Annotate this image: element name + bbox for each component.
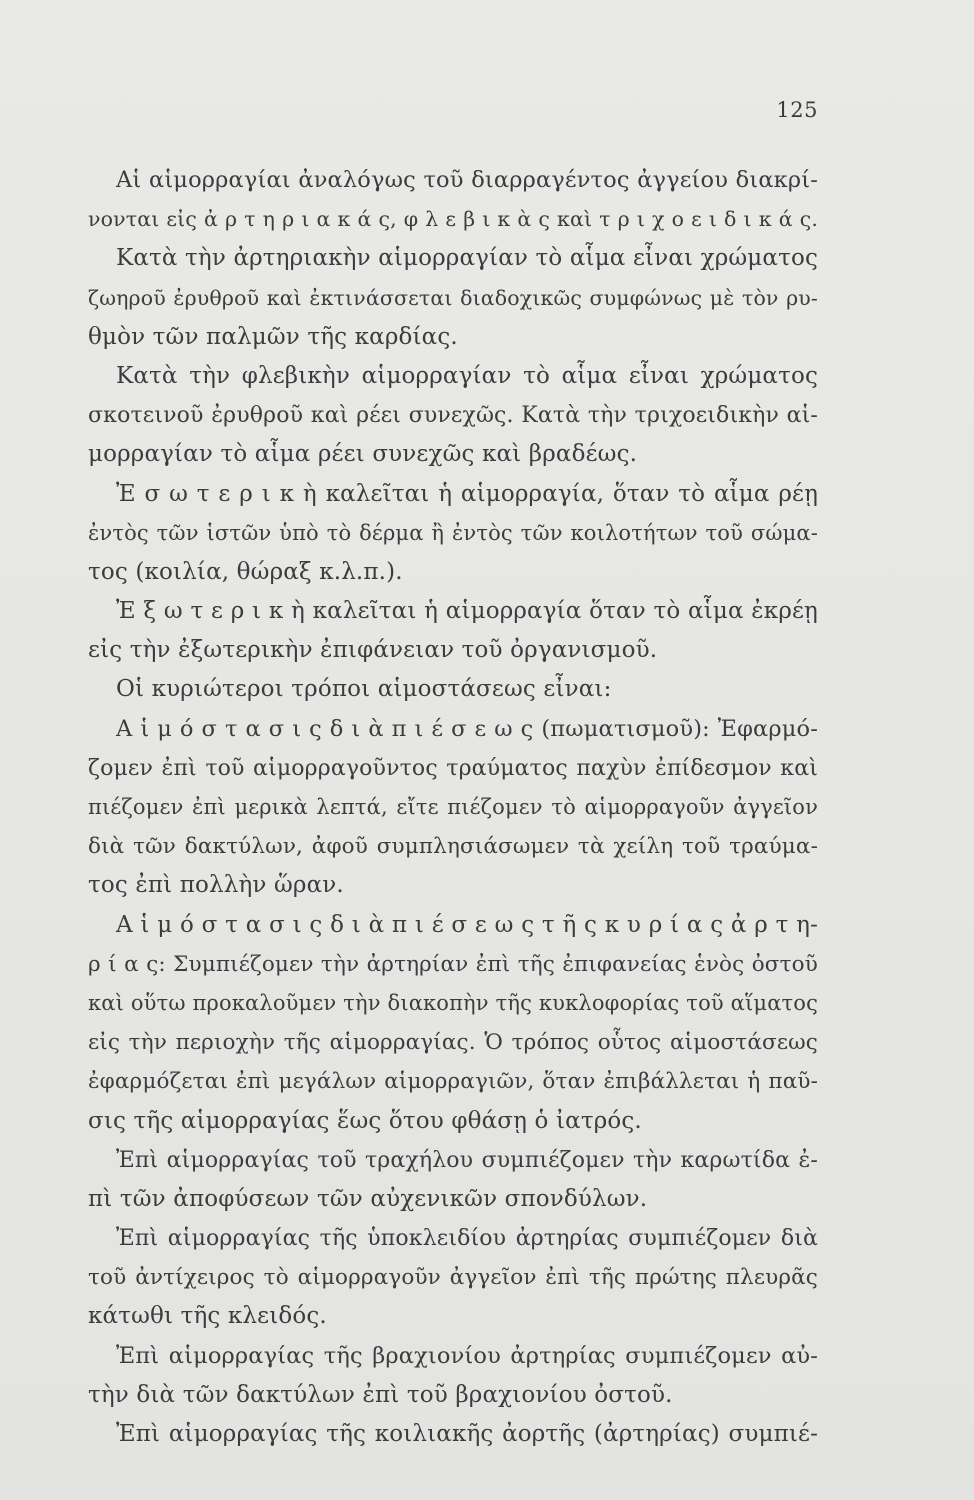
- text-line: κάτωθι τῆς κλειδός.: [88, 1303, 327, 1330]
- text-line: Αἱ αἱμορραγίαι ἀναλόγως τοῦ διαρραγέντος ἀγγείου διακρί-: [116, 167, 818, 193]
- body-text: [88, 161, 818, 1454]
- text-line: εἰς τὴν ἐξωτερικὴν ἐπιφάνειαν τοῦ ὀργανισμοῦ.: [88, 637, 658, 664]
- page-number: 125: [776, 98, 818, 122]
- text-line: ἐντὸς τῶν ἱστῶν ὑπὸ τὸ δέρμα ἢ ἐντὸς τῶν κοιλοτήτων τοῦ σώμα-: [88, 520, 818, 545]
- text-line: Ἐ ξ ω τ ε ρ ι κ ὴ καλεῖται ἡ αἱμορραγία ὅταν τὸ αἷμα ἐκρέῃ: [116, 598, 818, 625]
- text-line: Κατὰ τὴν φλεβικὴν αἱμορραγίαν τὸ αἷμα εἶναι χρώματος: [116, 362, 818, 389]
- text-line: ζομεν ἐπὶ τοῦ αἱμορραγοῦντος τραύματος παχὺν ἐπίδεσμον καὶ: [88, 755, 818, 781]
- text-line: Α ἱ μ ό σ τ α σ ι ς δ ι ὰ π ι έ σ ε ω ς τ ῆ ς κ υ ρ ί α ς ἀ ρ τ η-: [116, 911, 818, 938]
- text-line: πιέζομεν ἐπὶ μερικὰ λεπτά, εἴτε πιέζομεν τὸ αἱμορραγοῦν ἀγγεῖον: [88, 795, 818, 819]
- text-line: εἰς τὴν περιοχὴν τῆς αἱμορραγίας. Ὁ τρόπος οὗτος αἱμοστάσεως: [88, 1030, 818, 1056]
- text-line: Ἐπὶ αἱμορραγίας τοῦ τραχήλου συμπιέζομεν τὴν καρωτίδα ἐ-: [116, 1147, 818, 1173]
- text-line: Ἐπὶ αἱμορραγίας τῆς βραχιονίου ἀρτηρίας συμπιέζομεν αὐ-: [116, 1342, 818, 1369]
- text-line: τος (κοιλία, θώραξ κ.λ.π.).: [88, 558, 403, 585]
- text-line: σκοτεινοῦ ἐρυθροῦ καὶ ρέει συνεχῶς. Κατὰ τὴν τριχοειδικὴν αἱ-: [88, 403, 818, 429]
- text-line: τὴν διὰ τῶν δακτύλων ἐπὶ τοῦ βραχιονίου ὀστοῦ.: [88, 1381, 673, 1408]
- text-line: τος ἐπὶ πολλὴν ὥραν.: [88, 872, 344, 899]
- text-line: νονται εἰς ἀ ρ τ η ρ ι α κ ά ς, φ λ ε β ι κ ὰ ς καὶ τ ρ ι χ ο ε ι δ ι κ ά ς.: [88, 207, 818, 232]
- text-line: πὶ τῶν ἀποφύσεων τῶν αὐχενικῶν σπονδύλων.: [88, 1185, 648, 1212]
- text-line: σις τῆς αἱμορραγίας ἕως ὅτου φθάσῃ ὁ ἰατρός.: [88, 1107, 642, 1134]
- text-line: τοῦ ἀντίχειρος τὸ αἱμορραγοῦν ἀγγεῖον ἐπὶ τῆς πρώτης πλευρᾶς: [88, 1265, 818, 1291]
- text-line: καὶ οὕτω προκαλοῦμεν τὴν διακοπὴν τῆς κυκλοφορίας τοῦ αἵματος: [88, 990, 818, 1015]
- text-line: Οἱ κυριώτεροι τρόποι αἱμοστάσεως εἶναι:: [116, 676, 612, 703]
- text-line: θμὸν τῶν παλμῶν τῆς καρδίας.: [88, 323, 458, 350]
- text-line: ρ ί α ς: Συμπιέζομεν τὴν ἀρτηρίαν ἐπὶ τῆς ἐπιφανείας ἑνὸς ὀστοῦ: [88, 951, 818, 977]
- text-line: μορραγίαν τὸ αἷμα ρέει συνεχῶς καὶ βραδέως.: [88, 441, 638, 468]
- text-line: διὰ τῶν δακτύλων, ἀφοῦ συμπλησιάσωμεν τὰ χείλη τοῦ τραύμα-: [88, 834, 818, 860]
- text-line: Ἐ σ ω τ ε ρ ι κ ὴ καλεῖται ἡ αἱμορραγία, ὅταν τὸ αἷμα ρέῃ: [116, 480, 818, 507]
- text-line: Κατὰ τὴν ἀρτηριακὴν αἱμορραγίαν τὸ αἷμα εἶναι χρώματος: [116, 245, 818, 272]
- text-line: ζωηροῦ ἐρυθροῦ καὶ ἐκτινάσσεται διαδοχικῶς συμφώνως μὲ τὸν ρυ-: [88, 285, 818, 310]
- text-line: Ἐπὶ αἱμορραγίας τῆς κοιλιακῆς ἀορτῆς (ἀρτηρίας) συμπιέ-: [116, 1421, 818, 1447]
- text-line: Α ἱ μ ό σ τ α σ ι ς δ ι ὰ π ι έ σ ε ω ς (πωματισμοῦ): Ἐφαρμό-: [116, 715, 818, 742]
- text-line: ἐφαρμόζεται ἐπὶ μεγάλων αἱμορραγιῶν, ὅταν ἐπιβάλλεται ἡ παῦ-: [88, 1069, 818, 1095]
- text-line: Ἐπὶ αἱμορραγίας τῆς ὑποκλειδίου ἀρτηρίας συμπιέζομεν διὰ: [116, 1226, 818, 1252]
